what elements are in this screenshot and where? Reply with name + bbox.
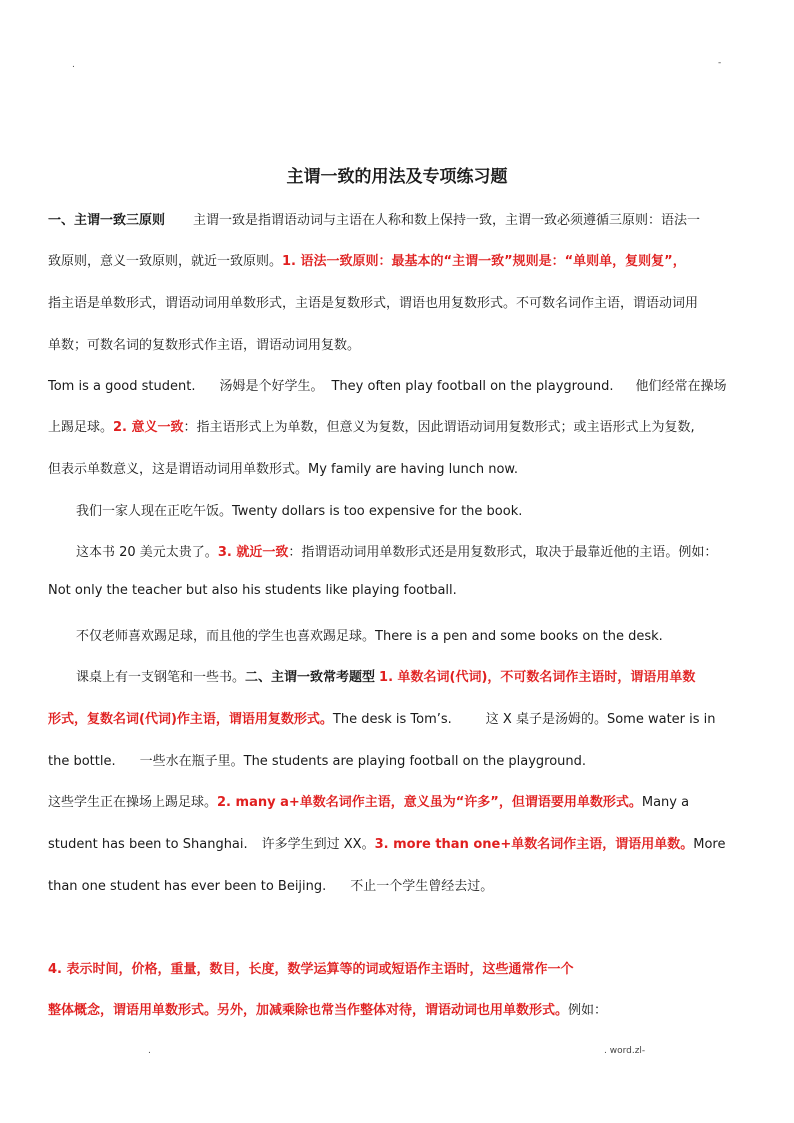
text-span: ：指谓语动词用单数形式还是用复数形式，取决于最靠近他的主语。例如： <box>288 545 718 560</box>
example-en: The desk is Tom’s. <box>332 712 452 727</box>
line-10 <box>48 583 457 598</box>
text-span: 致原则，意义一致原则，就近一致原则。 <box>48 254 283 269</box>
line-18 <box>48 958 574 977</box>
header-left-mark: . <box>72 60 75 70</box>
example-en: There is a pen and some books on the desk. <box>375 629 663 644</box>
page-title: 主谓一致的用法及专项练习题 <box>286 167 508 187</box>
line-1 <box>48 209 700 228</box>
example-en: student has been to Shanghai. <box>48 837 248 852</box>
type-1-heading-cont: 形式，复数名词(代词)作主语，谓语用复数形式。 <box>48 712 333 727</box>
type-4-heading: 4. 表示时间，价格，重量，数目，长度，数学运算等的词或短语作主语时，这些通常作一个 <box>48 962 574 977</box>
example-en: The students are playing football on the playground. <box>243 754 587 769</box>
text-span: 主谓一致是指谓语动词与主语在人称和数上保持一致，主谓一致必须遵循三原则：语法一 <box>193 213 701 228</box>
example-en: than one student has ever been to Beijing. <box>48 879 327 894</box>
line-4 <box>48 334 360 353</box>
footer-left-mark: . <box>148 1046 151 1056</box>
line-3 <box>48 292 698 311</box>
line-8 <box>76 500 522 519</box>
line-11 <box>76 625 663 644</box>
example-cn: 课桌上有一支钢笔和一些书。 <box>76 670 246 685</box>
example-en: Twenty dollars is too expensive for the book. <box>232 504 523 519</box>
example-cn: 一些水在瓶子里。 <box>139 754 244 769</box>
example-en: Some water is in <box>606 712 716 727</box>
text-span: 指主语是单数形式，谓语动词用单数形式，主语是复数形式，谓语也用复数形式。不可数名词作主语，谓语动词用 <box>48 296 699 311</box>
example-cn: 这 X 桌子是汤姆的。 <box>485 712 607 727</box>
example-en: Tom is a good student. <box>48 379 196 394</box>
text-span: 例如： <box>568 1003 608 1018</box>
rule-3-heading: 3. 就近一致 <box>217 545 289 560</box>
line-6 <box>48 416 695 435</box>
example-cn: 这些学生正在操场上踢足球。 <box>48 795 218 810</box>
example-cn: 不止一个学生曾经去过。 <box>350 879 494 894</box>
type-4-heading-cont: 整体概念，谓语用单数形式。另外，加减乘除也常当作整体对待，谓语动词也用单数形式。 <box>48 1003 569 1018</box>
example-en: They often play football on the playground. <box>331 379 614 394</box>
section-heading-2: 二、主谓一致常考题型 <box>245 670 376 685</box>
example-cn: 许多学生到过 XX。 <box>261 837 375 852</box>
type-1-heading: 1. 单数名词(代词)，不可数名词作主语时，谓语用单数 <box>379 670 696 685</box>
section-heading-1: 一、主谓一致三原则 <box>48 213 166 228</box>
line-17 <box>48 875 493 894</box>
example-cn: 他们经常在操场 <box>635 379 727 394</box>
example-en: More <box>693 837 726 852</box>
line-12 <box>76 666 695 685</box>
text-span: ：指主语形式上为单数，但意义为复数，因此谓语动词用复数形式；或主语形式上为复数, <box>183 420 695 435</box>
example-en: the bottle. <box>48 754 116 769</box>
example-cn: 这本书 20 美元太贵了。 <box>76 545 218 560</box>
line-16 <box>48 833 726 852</box>
line-19 <box>48 999 607 1018</box>
line-2 <box>48 250 686 269</box>
example-en: Many a <box>641 795 690 810</box>
line-5 <box>48 375 727 394</box>
text-span: 单数；可数名词的复数形式作主语，谓语动词用复数。 <box>48 338 361 353</box>
text-span: 但表示单数意义，这是谓语动词用单数形式。 <box>48 462 309 477</box>
example-cn: 上踢足球。 <box>48 420 114 435</box>
example-cn: 不仅老师喜欢踢足球，而且他的学生也喜欢踢足球。 <box>76 629 376 644</box>
example-cn: 汤姆是个好学生。 <box>219 379 324 394</box>
header-right-mark: - <box>718 58 722 68</box>
line-14 <box>48 750 586 769</box>
type-3-heading: 3. more than one+单数名词作主语，谓语用单数。 <box>374 837 694 852</box>
example-en: Not only the teacher but also his students like playing football. <box>48 583 457 598</box>
rule-1-heading: 1. 语法一致原则：最基本的“主谓一致”规则是：“单则单，复则复”， <box>282 254 686 269</box>
example-en: My family are having lunch now. <box>308 462 518 477</box>
type-2-heading: 2. many a+单数名词作主语，意义虽为“许多”，但谓语要用单数形式。 <box>217 795 642 810</box>
rule-2-heading: 2. 意义一致 <box>113 420 184 435</box>
line-7 <box>48 458 518 477</box>
line-15 <box>48 791 689 810</box>
footer-right-mark: . word.zl- <box>604 1046 646 1056</box>
example-cn: 我们一家人现在正吃午饭。 <box>76 504 233 519</box>
line-13 <box>48 708 716 727</box>
line-9 <box>76 541 717 560</box>
